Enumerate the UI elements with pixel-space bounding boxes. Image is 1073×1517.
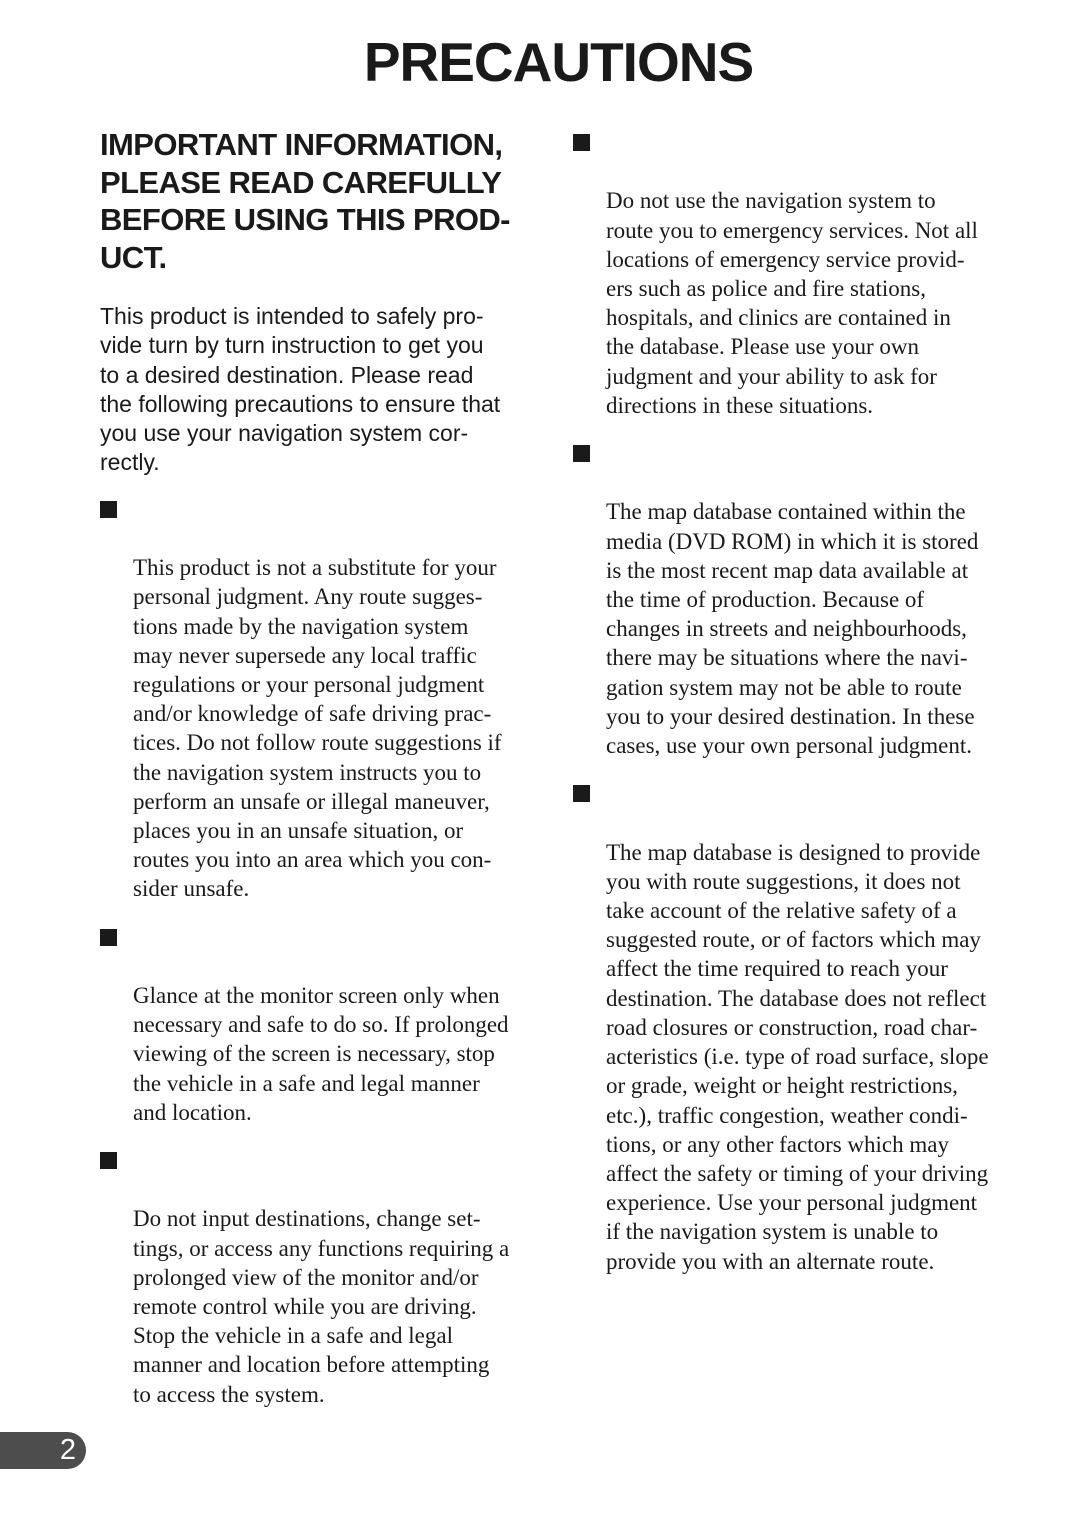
square-bullet-icon (100, 501, 117, 518)
page-number: 2 (59, 1434, 76, 1466)
square-bullet-icon (100, 1152, 117, 1169)
precaution-item (100, 923, 546, 1127)
precaution-text: Glance at the monitor screen only when necessary and safe to do so. If prolonged viewing of the screen is necessary, stop the vehicle in a safe and legal manner and location. (133, 983, 509, 1125)
precaution-text: Do not input destinations, change set- tings, or access any functions requiring a prolonged view of the monitor and/or remote control while you are driving. Stop the vehicle in a safe and legal manner and location before attempting to access the system. (133, 1206, 510, 1407)
precaution-text: Do not use the navigation system to route you to emergency services. Not all locations of emergency service provid- ers such as police and fire stations, hospitals, and clinics are contained in the database. Please use your own judgment and your ability to ask for directions in these situations. (606, 188, 978, 418)
precaution-item (100, 495, 546, 904)
precaution-item (573, 439, 1018, 760)
precaution-item (573, 779, 1018, 1275)
right-bullet-list (573, 128, 1018, 1276)
left-column (100, 126, 546, 1428)
precaution-item (100, 1146, 546, 1409)
page-title: PRECAUTIONS (363, 31, 754, 93)
right-column (573, 128, 1018, 1295)
precaution-item (573, 128, 1018, 420)
precaution-text: This product is not a substitute for your personal judgment. Any route sugges- tions made by the navigation system may never supersede any local traffic regulations or your personal judgment and/or knowledge of safe driving prac- tices. Do not follow route suggestions if the navigation system instructs you to perform an unsafe or illegal maneuver, places you in an unsafe situation, or routes you into an area which you con- sider unsafe. (133, 555, 502, 902)
section-heading: IMPORTANT INFORMATION, PLEASE READ CAREFULLY BEFORE USING THIS PROD- UCT. (100, 127, 510, 275)
page-number-tab (0, 1432, 86, 1469)
precaution-text: The map database contained within the media (DVD ROM) in which it is stored is the most recent map data available at the time of production. Because of changes in streets and neighbourhoods, there may be situations where the navi- gation system may not be able to route you to your desired destination. In these cases, use your own personal judgment. (606, 499, 979, 759)
intro-paragraph: This product is intended to safely pro- vide turn by turn instruction to get you to a desired destination. Please read the following precautions to ensure that you use your navigation system cor- rectly. (100, 303, 501, 476)
square-bullet-icon (573, 134, 590, 151)
precaution-text: The map database is designed to provide you with route suggestions, it does not take account of the relative safety of a suggested route, or of factors which may affect the time required to reach your destination. The database does not reflect road closures or construction, road char- acteristics (i.e. type of road surface, slope or grade, weight or height restrictions, etc.), traffic congestion, weather condi- tions, or any other factors which may affect the safety or timing of your driving experience. Use your personal judgment if the navigation system is unable to provide you with an alternate route. (606, 839, 989, 1274)
square-bullet-icon (573, 785, 590, 802)
square-bullet-icon (573, 445, 590, 462)
left-bullet-list (100, 495, 546, 1409)
square-bullet-icon (100, 929, 117, 946)
